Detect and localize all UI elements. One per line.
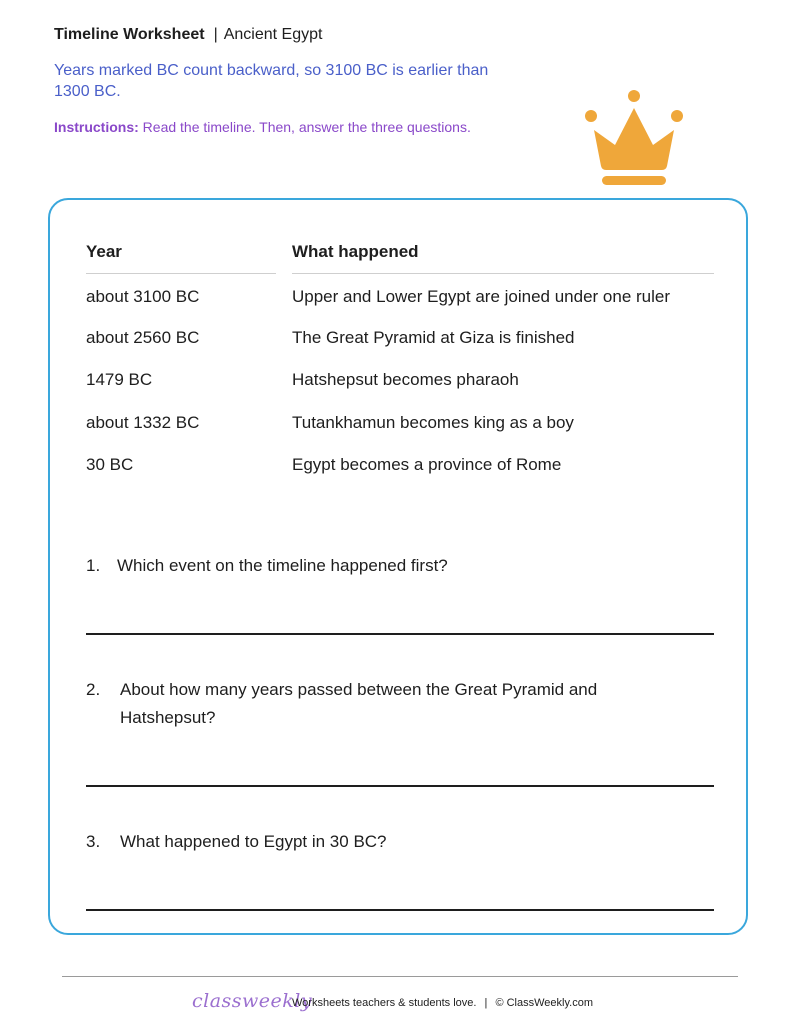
instructions-text: Read the timeline. Then, answer the three questions. bbox=[142, 119, 471, 135]
question-1-text: Which event on the timeline happened first? bbox=[117, 556, 448, 575]
question-3-text: What happened to Egypt in 30 BC? bbox=[120, 832, 387, 851]
answer-line-1[interactable] bbox=[86, 633, 714, 635]
footer-divider-bar: | bbox=[484, 997, 488, 1009]
row-3-year: 1479 BC bbox=[86, 370, 153, 389]
row-5-event: Egypt becomes a province of Rome bbox=[292, 455, 562, 474]
row-2-event: The Great Pyramid at Giza is finished bbox=[292, 328, 575, 347]
footer-text bbox=[292, 997, 593, 1009]
question-3-number: 3. bbox=[86, 832, 101, 851]
column-header-year: Year bbox=[86, 242, 122, 261]
question-3 bbox=[86, 828, 646, 856]
subtitle-text: Ancient Egypt bbox=[223, 26, 323, 43]
instructions-label: Instructions: bbox=[54, 119, 139, 135]
question-2-text: About how many years passed between the Great Pyramid and Hatshepsut? bbox=[120, 680, 598, 727]
row-3-event: Hatshepsut becomes pharaoh bbox=[292, 370, 519, 389]
row-1-year: about 3100 BC bbox=[86, 287, 200, 306]
row-2-year: about 2560 BC bbox=[86, 328, 200, 347]
bc-note: Years marked BC count backward, so 3100 BC is earlier than 1300 BC. bbox=[54, 62, 489, 100]
footer-divider bbox=[62, 976, 738, 977]
header-divider-event bbox=[292, 273, 714, 274]
answer-line-3[interactable] bbox=[86, 909, 714, 911]
instructions bbox=[54, 119, 471, 135]
footer-tagline: Worksheets teachers & students love. bbox=[292, 997, 477, 1009]
question-2 bbox=[86, 676, 661, 732]
question-2-number: 2. bbox=[86, 680, 101, 699]
row-4-year: about 1332 BC bbox=[86, 413, 200, 432]
worksheet-title bbox=[54, 26, 322, 44]
question-1-number: 1. bbox=[86, 556, 101, 575]
row-1-event: Upper and Lower Egypt are joined under one ruler bbox=[292, 287, 671, 306]
answer-line-2[interactable] bbox=[86, 785, 714, 787]
row-4-event: Tutankhamun becomes king as a boy bbox=[292, 413, 574, 432]
brand-logo: classweekly bbox=[192, 990, 313, 1012]
crown-icon bbox=[584, 88, 686, 188]
footer-copyright: © ClassWeekly.com bbox=[495, 997, 593, 1009]
header-divider-year bbox=[86, 273, 276, 274]
title-text: Timeline Worksheet bbox=[54, 26, 205, 43]
row-5-year: 30 BC bbox=[86, 455, 134, 474]
title-separator: | bbox=[213, 26, 218, 43]
column-header-event: What happened bbox=[292, 242, 419, 261]
question-1 bbox=[86, 552, 646, 580]
